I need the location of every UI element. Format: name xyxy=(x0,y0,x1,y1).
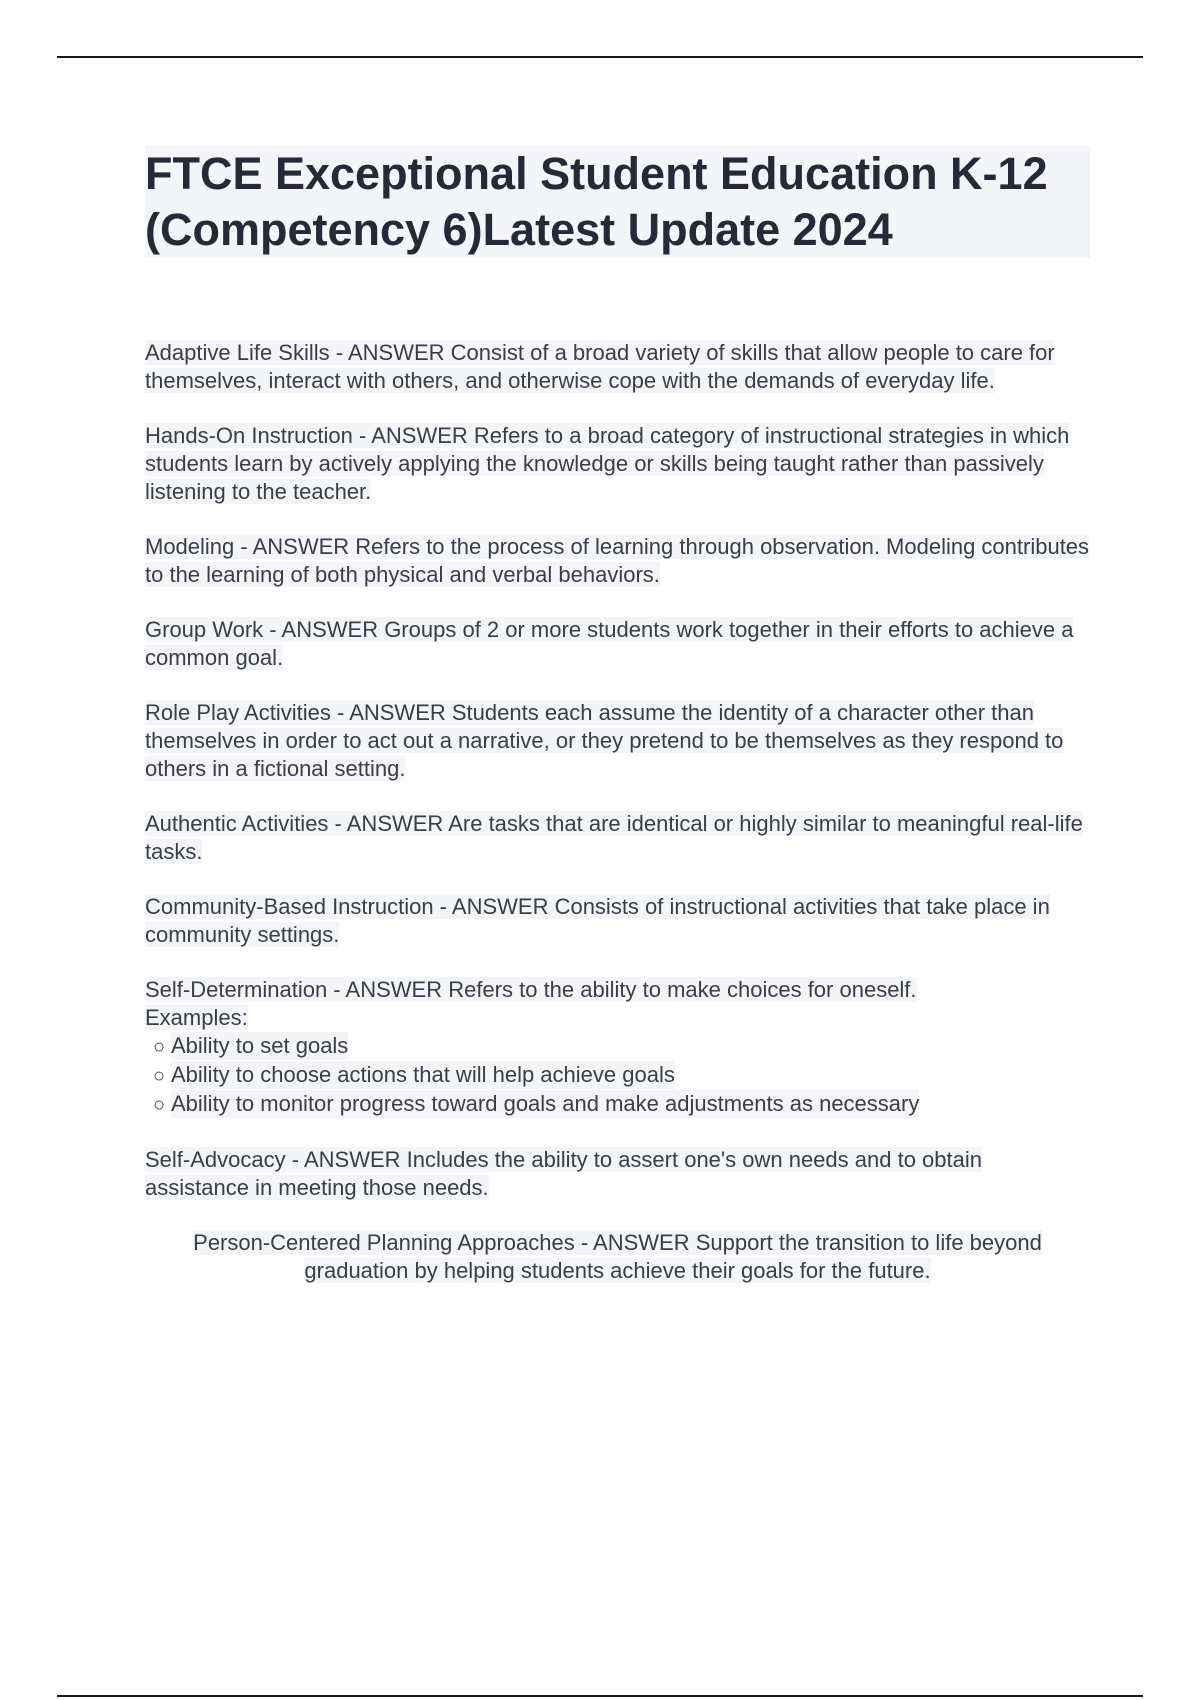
entry-subtext: Examples: xyxy=(145,1005,248,1030)
entry-text: Authentic Activities - ANSWER Are tasks that are identical or highly similar to meaningful real-life tasks. xyxy=(145,811,1083,864)
entry-self-determination xyxy=(145,976,1090,1119)
entry-text: Hands-On Instruction - ANSWER Refers to a broad category of instructional strategies in which students learn by actively applying the knowledge or skills being taught rather than passively listening to the teacher. xyxy=(145,423,1070,504)
entry-adaptive-life-skills xyxy=(145,339,1090,395)
entry-person-centered-planning xyxy=(145,1229,1090,1285)
entry-text: Group Work - ANSWER Groups of 2 or more students work together in their efforts to achieve a common goal. xyxy=(145,617,1074,670)
document-title: FTCE Exceptional Student Education K-12 (Competency 6)Latest Update 2024 xyxy=(145,146,1090,258)
entry-community-based-instruction xyxy=(145,893,1090,949)
list-item xyxy=(145,1032,1090,1061)
entry-text: Self-Advocacy - ANSWER Includes the ability to assert one's own needs and to obtain assistance in meeting those needs. xyxy=(145,1147,982,1200)
entry-modeling xyxy=(145,533,1090,589)
entry-group-work xyxy=(145,616,1090,672)
entry-text: Modeling - ANSWER Refers to the process of learning through observation. Modeling contributes to the learning of both physical and verbal behaviors. xyxy=(145,534,1090,587)
list-item xyxy=(145,1061,1090,1090)
entry-text: Person-Centered Planning Approaches - ANSWER Support the transition to life beyond graduation by helping students achieve their goals for the future. xyxy=(193,1230,1042,1283)
entry-text: Community-Based Instruction - ANSWER Consists of instructional activities that take place in community settings. xyxy=(145,894,1050,947)
entry-text: Self-Determination - ANSWER Refers to the ability to make choices for oneself. xyxy=(145,977,917,1002)
entry-authentic-activities xyxy=(145,810,1090,866)
entry-hands-on-instruction xyxy=(145,422,1090,506)
top-rule xyxy=(57,56,1143,58)
bullet-text: Ability to choose actions that will help achieve goals xyxy=(171,1062,675,1087)
entries-list xyxy=(145,339,1090,1312)
circle-bullet-icon: ○ xyxy=(153,1036,166,1058)
entry-text: Adaptive Life Skills - ANSWER Consist of a broad variety of skills that allow people to care for themselves, interact with others, and otherwise cope with the demands of everyday life. xyxy=(145,340,1055,393)
circle-bullet-icon: ○ xyxy=(153,1094,166,1116)
bottom-rule xyxy=(57,1695,1143,1697)
entry-role-play-activities xyxy=(145,699,1090,783)
bullet-text: Ability to set goals xyxy=(171,1033,349,1058)
list-item xyxy=(145,1090,1090,1119)
entry-text: Role Play Activities - ANSWER Students each assume the identity of a character other than themselves in order to act out a narrative, or they pretend to be themselves as they respond to others in a fictional setting. xyxy=(145,700,1064,781)
circle-bullet-icon: ○ xyxy=(153,1065,166,1087)
entry-self-advocacy xyxy=(145,1146,1090,1202)
bullet-list xyxy=(145,1032,1090,1119)
bullet-text: Ability to monitor progress toward goals and make adjustments as necessary xyxy=(171,1091,920,1116)
